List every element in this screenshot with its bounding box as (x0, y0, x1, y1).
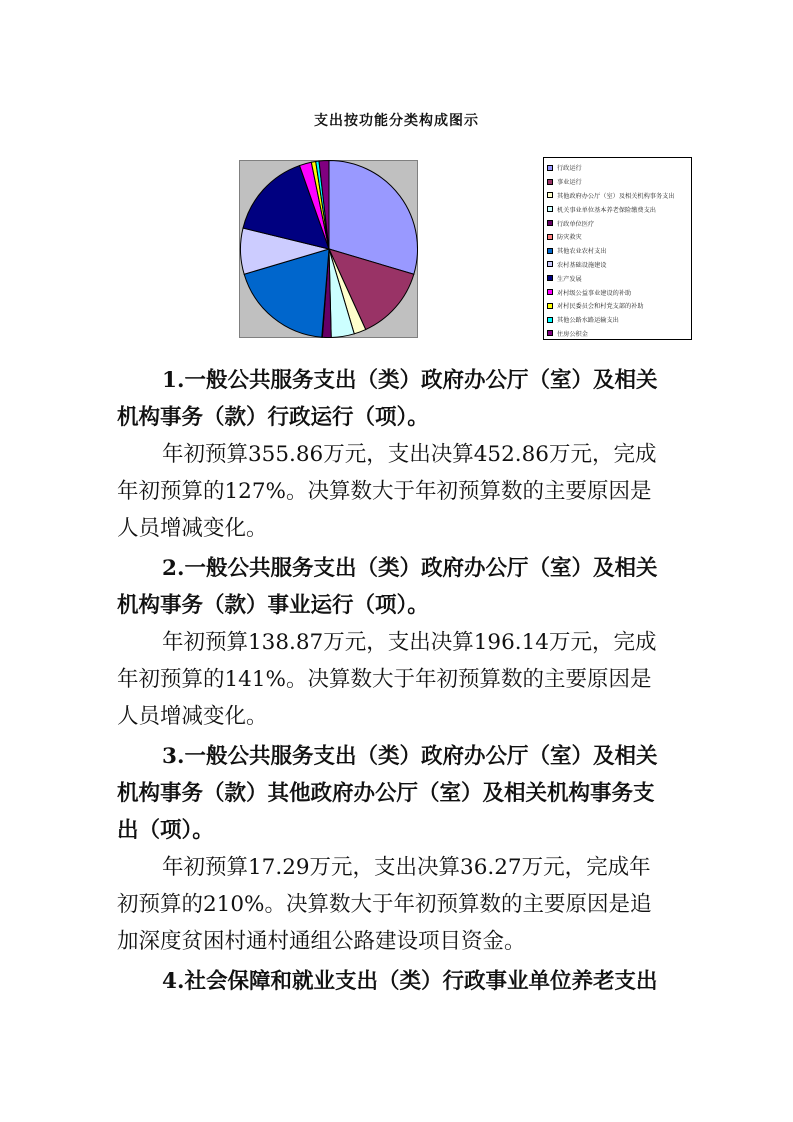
document-body (117, 362, 662, 1000)
legend-item (547, 189, 691, 203)
legend-label: 其他农业农村支出 (557, 248, 607, 256)
section-heading-1: 1.一般公共服务支出（类）政府办公厅（室）及相关机构事务（款）行政运行（项）。 (117, 368, 658, 430)
section-heading-4: 4.社会保障和就业支出（类）行政事业单位养老支出 (162, 969, 658, 994)
section-heading-2: 2.一般公共服务支出（类）政府办公厅（室）及相关机构事务（款）事业运行（项）。 (117, 556, 658, 618)
legend-swatch (547, 330, 553, 336)
section-body-3: 年初预算17.29万元，支出决算36.27万元，完成年初预算的210%。决算数大于年初预算数的主要原因是追加深度贫困村通村通组公路建设项目资金。 (117, 855, 652, 954)
legend-item (547, 161, 691, 175)
legend-item (547, 216, 691, 230)
legend-item (547, 244, 691, 258)
legend-label: 行政运行 (557, 165, 582, 173)
legend-label: 生产发展 (557, 275, 582, 283)
legend-item (547, 299, 691, 313)
section-heading-3: 3.一般公共服务支出（类）政府办公厅（室）及相关机构事务（款）其他政府办公厅（室）及相关机构事务支出（项）。 (117, 744, 658, 843)
legend-item (547, 327, 691, 341)
legend-item (547, 258, 691, 272)
legend-swatch (547, 206, 553, 212)
section-body-1: 年初预算355.86万元，支出决算452.86万元，完成年初预算的127%。决算数大于年初预算数的主要原因是人员增减变化。 (117, 442, 657, 541)
legend-item (547, 313, 691, 327)
legend-label: 对村民委员会和村党支部的补助 (557, 303, 644, 311)
section-body-2: 年初预算138.87万元，支出决算196.14万元，完成年初预算的141%。决算数大于年初预算数的主要原因是人员增减变化。 (117, 630, 657, 729)
legend-item (547, 271, 691, 285)
legend-label: 对村级公益事业建设的补助 (557, 289, 632, 297)
legend-label: 防灾救灾 (557, 234, 582, 242)
legend-swatch (547, 317, 553, 323)
legend-item (547, 285, 691, 299)
legend-item (547, 202, 691, 216)
legend-swatch (547, 192, 553, 198)
legend-item (547, 230, 691, 244)
legend-label: 事业运行 (557, 179, 582, 187)
pie-chart (239, 160, 418, 338)
legend-label: 机关事业单位基本养老保险缴费支出 (557, 206, 656, 214)
legend-swatch (547, 275, 553, 281)
legend-swatch (547, 261, 553, 267)
legend-swatch (547, 248, 553, 254)
legend-swatch (547, 289, 553, 295)
legend-swatch (547, 179, 553, 185)
legend-label: 行政单位医疗 (557, 220, 595, 228)
legend-label: 住房公积金 (557, 330, 588, 338)
legend-swatch (547, 165, 553, 171)
legend-item (547, 175, 691, 189)
legend-swatch (547, 220, 553, 226)
legend-swatch (547, 303, 553, 309)
chart-title: 支出按功能分类构成图示 (314, 113, 479, 129)
legend-label: 农村基础设施建设 (557, 261, 607, 269)
legend-swatch (547, 234, 553, 240)
legend-label: 其他公路水路运输支出 (557, 317, 619, 325)
chart-legend (543, 157, 692, 340)
legend-label: 其他政府办公厅（室）及相关机构事务支出 (557, 192, 675, 200)
